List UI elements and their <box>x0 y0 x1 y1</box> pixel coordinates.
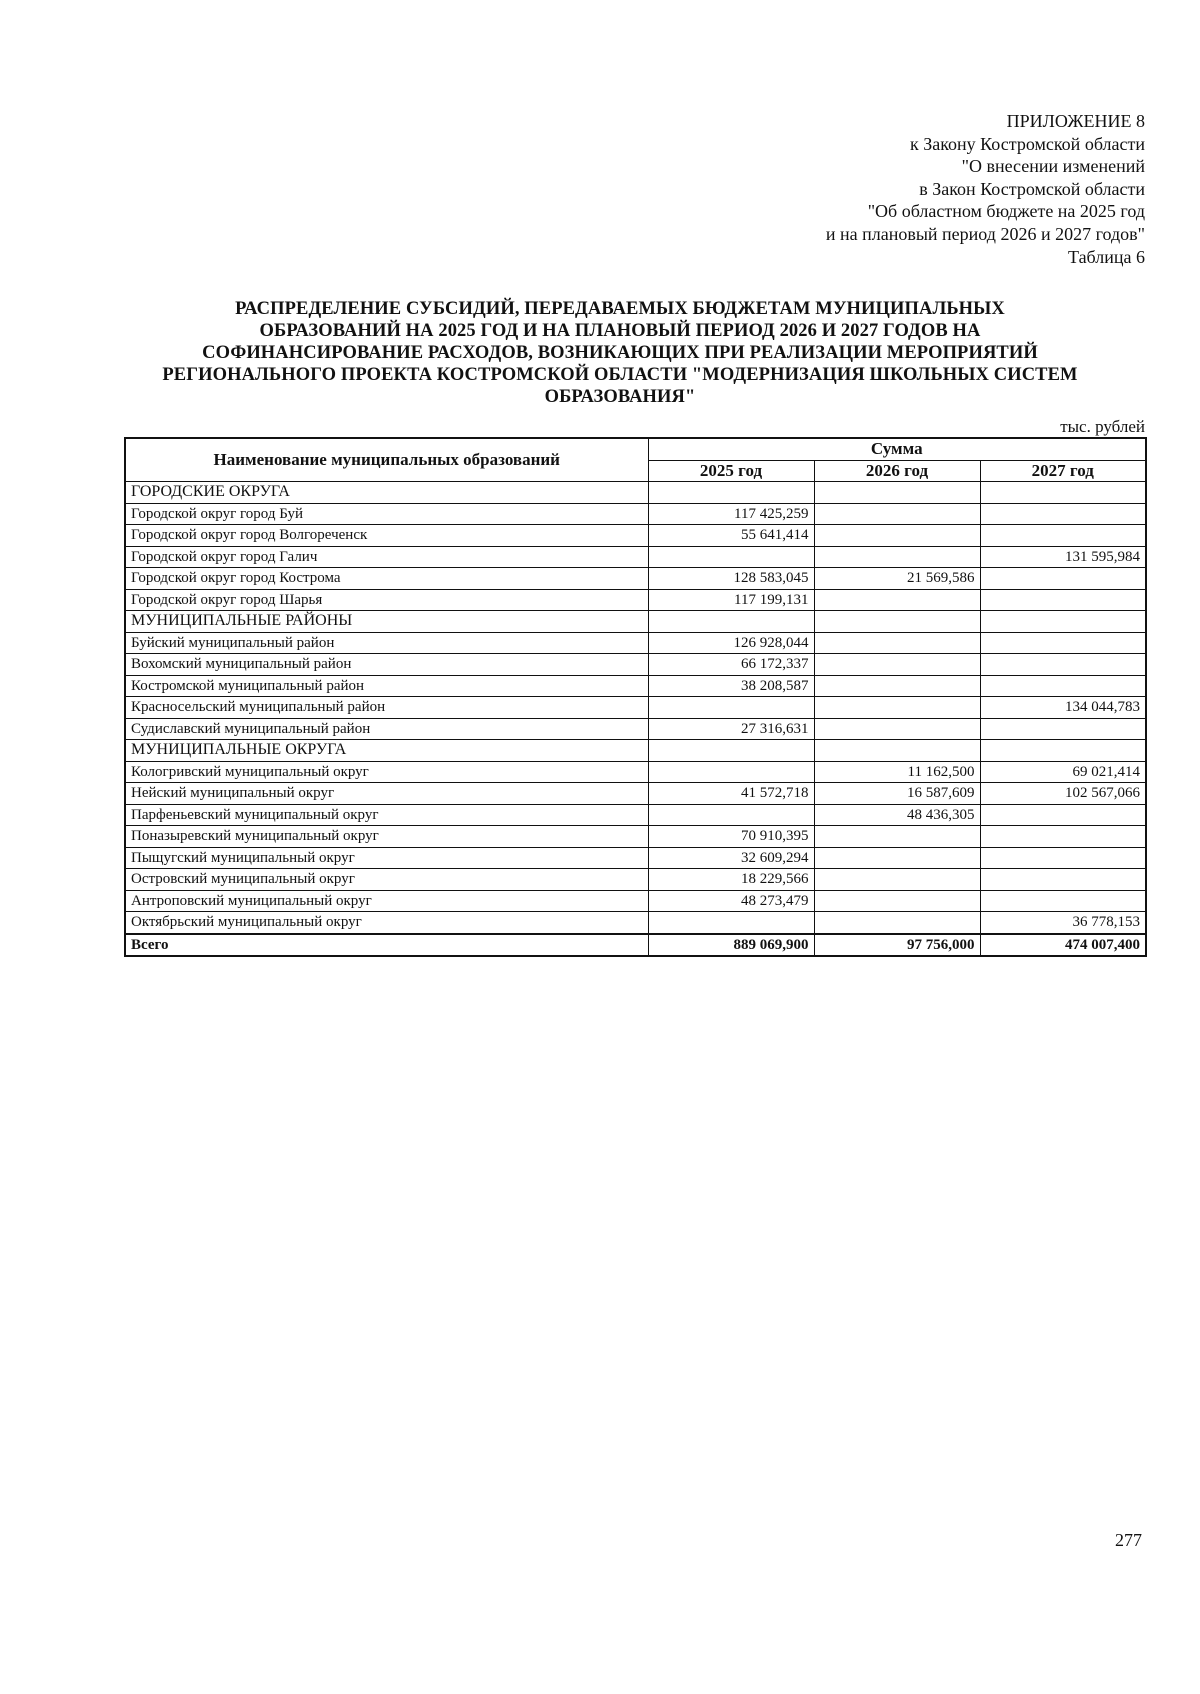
amount-2027 <box>980 847 1146 869</box>
table-header <box>125 438 1146 482</box>
municipality-name: Вохомский муниципальный район <box>125 654 648 676</box>
table-number: Таблица 6 <box>1068 246 1145 267</box>
amount-2026 <box>814 847 980 869</box>
amount-2025: 55 641,414 <box>648 525 814 547</box>
document-title <box>120 298 1120 408</box>
amount-2025: 27 316,631 <box>648 718 814 740</box>
amount-2025 <box>648 697 814 719</box>
total-label: Всего <box>125 934 648 957</box>
amount-2026 <box>814 740 980 762</box>
amount-2025: 32 609,294 <box>648 847 814 869</box>
section-name: МУНИЦИПАЛЬНЫЕ РАЙОНЫ <box>125 611 648 633</box>
municipality-name: Городской округ город Буй <box>125 503 648 525</box>
amount-2025: 889 069,900 <box>648 934 814 957</box>
amount-2025 <box>648 912 814 934</box>
amount-2027 <box>980 525 1146 547</box>
amount-2025: 117 425,259 <box>648 503 814 525</box>
column-header-2026: 2026 год <box>814 460 980 482</box>
table-row <box>125 654 1146 676</box>
section-name: ГОРОДСКИЕ ОКРУГА <box>125 482 648 504</box>
document-title-line: ОБРАЗОВАНИЙ НА 2025 ГОД И НА ПЛАНОВЫЙ ПЕРИОД 2026 И 2027 ГОДОВ НА <box>259 321 981 341</box>
municipality-name: Октябрьский муниципальный округ <box>125 912 648 934</box>
appendix-header-line: в Закон Костромской области <box>919 178 1145 199</box>
amount-2025: 117 199,131 <box>648 589 814 611</box>
municipality-name: Поназыревский муниципальный округ <box>125 826 648 848</box>
amount-2027: 131 595,984 <box>980 546 1146 568</box>
amount-2027: 36 778,153 <box>980 912 1146 934</box>
municipality-name: Городской округ город Волгореченск <box>125 525 648 547</box>
table-row <box>125 675 1146 697</box>
amount-2027 <box>980 890 1146 912</box>
appendix-header-line: ПРИЛОЖЕНИЕ 8 <box>1006 111 1145 131</box>
amount-2025 <box>648 482 814 504</box>
amount-2025: 18 229,566 <box>648 869 814 891</box>
municipality-name: Городской округ город Шарья <box>125 589 648 611</box>
amount-2026 <box>814 675 980 697</box>
amount-2026 <box>814 697 980 719</box>
table-row <box>125 847 1146 869</box>
amount-2027 <box>980 632 1146 654</box>
appendix-header-line: "Об областном бюджете на 2025 год <box>867 201 1145 222</box>
table-row <box>125 718 1146 740</box>
amount-2026 <box>814 718 980 740</box>
municipality-name: Судиславский муниципальный район <box>125 718 648 740</box>
amount-2026: 21 569,586 <box>814 568 980 590</box>
appendix-header-line: "О внесении изменений <box>961 156 1145 177</box>
column-header-2025: 2025 год <box>648 460 814 482</box>
amount-2026 <box>814 912 980 934</box>
table-row <box>125 503 1146 525</box>
section-name: МУНИЦИПАЛЬНЫЕ ОКРУГА <box>125 740 648 762</box>
amount-2026 <box>814 525 980 547</box>
amount-2025 <box>648 611 814 633</box>
amount-2026 <box>814 546 980 568</box>
table-body <box>125 482 1146 957</box>
amount-2027 <box>980 611 1146 633</box>
municipality-name: Пыщугский муниципальный округ <box>125 847 648 869</box>
municipality-name: Кологривский муниципальный округ <box>125 761 648 783</box>
table-row <box>125 783 1146 805</box>
table-section-row <box>125 482 1146 504</box>
table-total-row <box>125 934 1146 957</box>
units-label: тыс. рублей <box>1060 417 1145 436</box>
amount-2025 <box>648 740 814 762</box>
amount-2026 <box>814 826 980 848</box>
table-row <box>125 826 1146 848</box>
amount-2025: 128 583,045 <box>648 568 814 590</box>
table-row <box>125 761 1146 783</box>
table-row <box>125 912 1146 934</box>
amount-2027 <box>980 869 1146 891</box>
municipality-name: Костромской муниципальный район <box>125 675 648 697</box>
table-row <box>125 525 1146 547</box>
table-row <box>125 869 1146 891</box>
amount-2027 <box>980 804 1146 826</box>
amount-2025 <box>648 804 814 826</box>
document-title-line: РЕГИОНАЛЬНОГО ПРОЕКТА КОСТРОМСКОЙ ОБЛАСТИ "МОДЕРНИЗАЦИЯ ШКОЛЬНЫХ СИСТЕМ <box>162 365 1078 385</box>
table-section-row <box>125 740 1146 762</box>
amount-2025: 66 172,337 <box>648 654 814 676</box>
amount-2027: 474 007,400 <box>980 934 1146 957</box>
amount-2027: 69 021,414 <box>980 761 1146 783</box>
table-row <box>125 804 1146 826</box>
page-number: 277 <box>1115 1530 1142 1550</box>
document-title-line: СОФИНАНСИРОВАНИЕ РАСХОДОВ, ВОЗНИКАЮЩИХ ПРИ РЕАЛИЗАЦИИ МЕРОПРИЯТИЙ <box>202 343 1038 363</box>
amount-2025 <box>648 761 814 783</box>
municipality-name: Нейский муниципальный округ <box>125 783 648 805</box>
document-title-line: ОБРАЗОВАНИЯ" <box>544 387 696 407</box>
appendix-header <box>625 110 1145 268</box>
amount-2026: 48 436,305 <box>814 804 980 826</box>
table-row <box>125 697 1146 719</box>
table-row <box>125 632 1146 654</box>
amount-2027 <box>980 718 1146 740</box>
table-section-row <box>125 611 1146 633</box>
amount-2025 <box>648 546 814 568</box>
amount-2025: 126 928,044 <box>648 632 814 654</box>
municipality-name: Буйский муниципальный район <box>125 632 648 654</box>
column-header-2027: 2027 год <box>980 460 1146 482</box>
municipality-name: Красносельский муниципальный район <box>125 697 648 719</box>
amount-2026 <box>814 611 980 633</box>
amount-2026: 97 756,000 <box>814 934 980 957</box>
amount-2025: 38 208,587 <box>648 675 814 697</box>
amount-2025: 48 273,479 <box>648 890 814 912</box>
amount-2027 <box>980 826 1146 848</box>
amount-2027: 102 567,066 <box>980 783 1146 805</box>
appendix-header-line: и на плановый период 2026 и 2027 годов" <box>825 223 1145 244</box>
municipality-name: Парфеньевский муниципальный округ <box>125 804 648 826</box>
amount-2026: 16 587,609 <box>814 783 980 805</box>
amount-2026 <box>814 654 980 676</box>
table-row <box>125 589 1146 611</box>
amount-2027 <box>980 675 1146 697</box>
amount-2025: 41 572,718 <box>648 783 814 805</box>
appendix-header-line: к Закону Костромской области <box>909 133 1145 154</box>
table-row <box>125 568 1146 590</box>
amount-2027 <box>980 740 1146 762</box>
amount-2026: 11 162,500 <box>814 761 980 783</box>
amount-2026 <box>814 869 980 891</box>
column-header-sum: Сумма <box>648 438 1146 460</box>
municipality-name: Антроповский муниципальный округ <box>125 890 648 912</box>
amount-2027 <box>980 589 1146 611</box>
municipality-name: Городской округ город Галич <box>125 546 648 568</box>
amount-2025: 70 910,395 <box>648 826 814 848</box>
table-row <box>125 890 1146 912</box>
amount-2026 <box>814 589 980 611</box>
amount-2027 <box>980 568 1146 590</box>
subsidy-table <box>124 437 1147 957</box>
amount-2027 <box>980 482 1146 504</box>
amount-2027 <box>980 503 1146 525</box>
amount-2026 <box>814 632 980 654</box>
amount-2026 <box>814 482 980 504</box>
amount-2026 <box>814 503 980 525</box>
document-title-line: РАСПРЕДЕЛЕНИЕ СУБСИДИЙ, ПЕРЕДАВАЕМЫХ БЮДЖЕТАМ МУНИЦИПАЛЬНЫХ <box>235 299 1005 319</box>
amount-2027: 134 044,783 <box>980 697 1146 719</box>
column-header-name: Наименование муниципальных образований <box>125 438 648 482</box>
municipality-name: Островский муниципальный округ <box>125 869 648 891</box>
municipality-name: Городской округ город Кострома <box>125 568 648 590</box>
amount-2026 <box>814 890 980 912</box>
amount-2027 <box>980 654 1146 676</box>
table-row <box>125 546 1146 568</box>
